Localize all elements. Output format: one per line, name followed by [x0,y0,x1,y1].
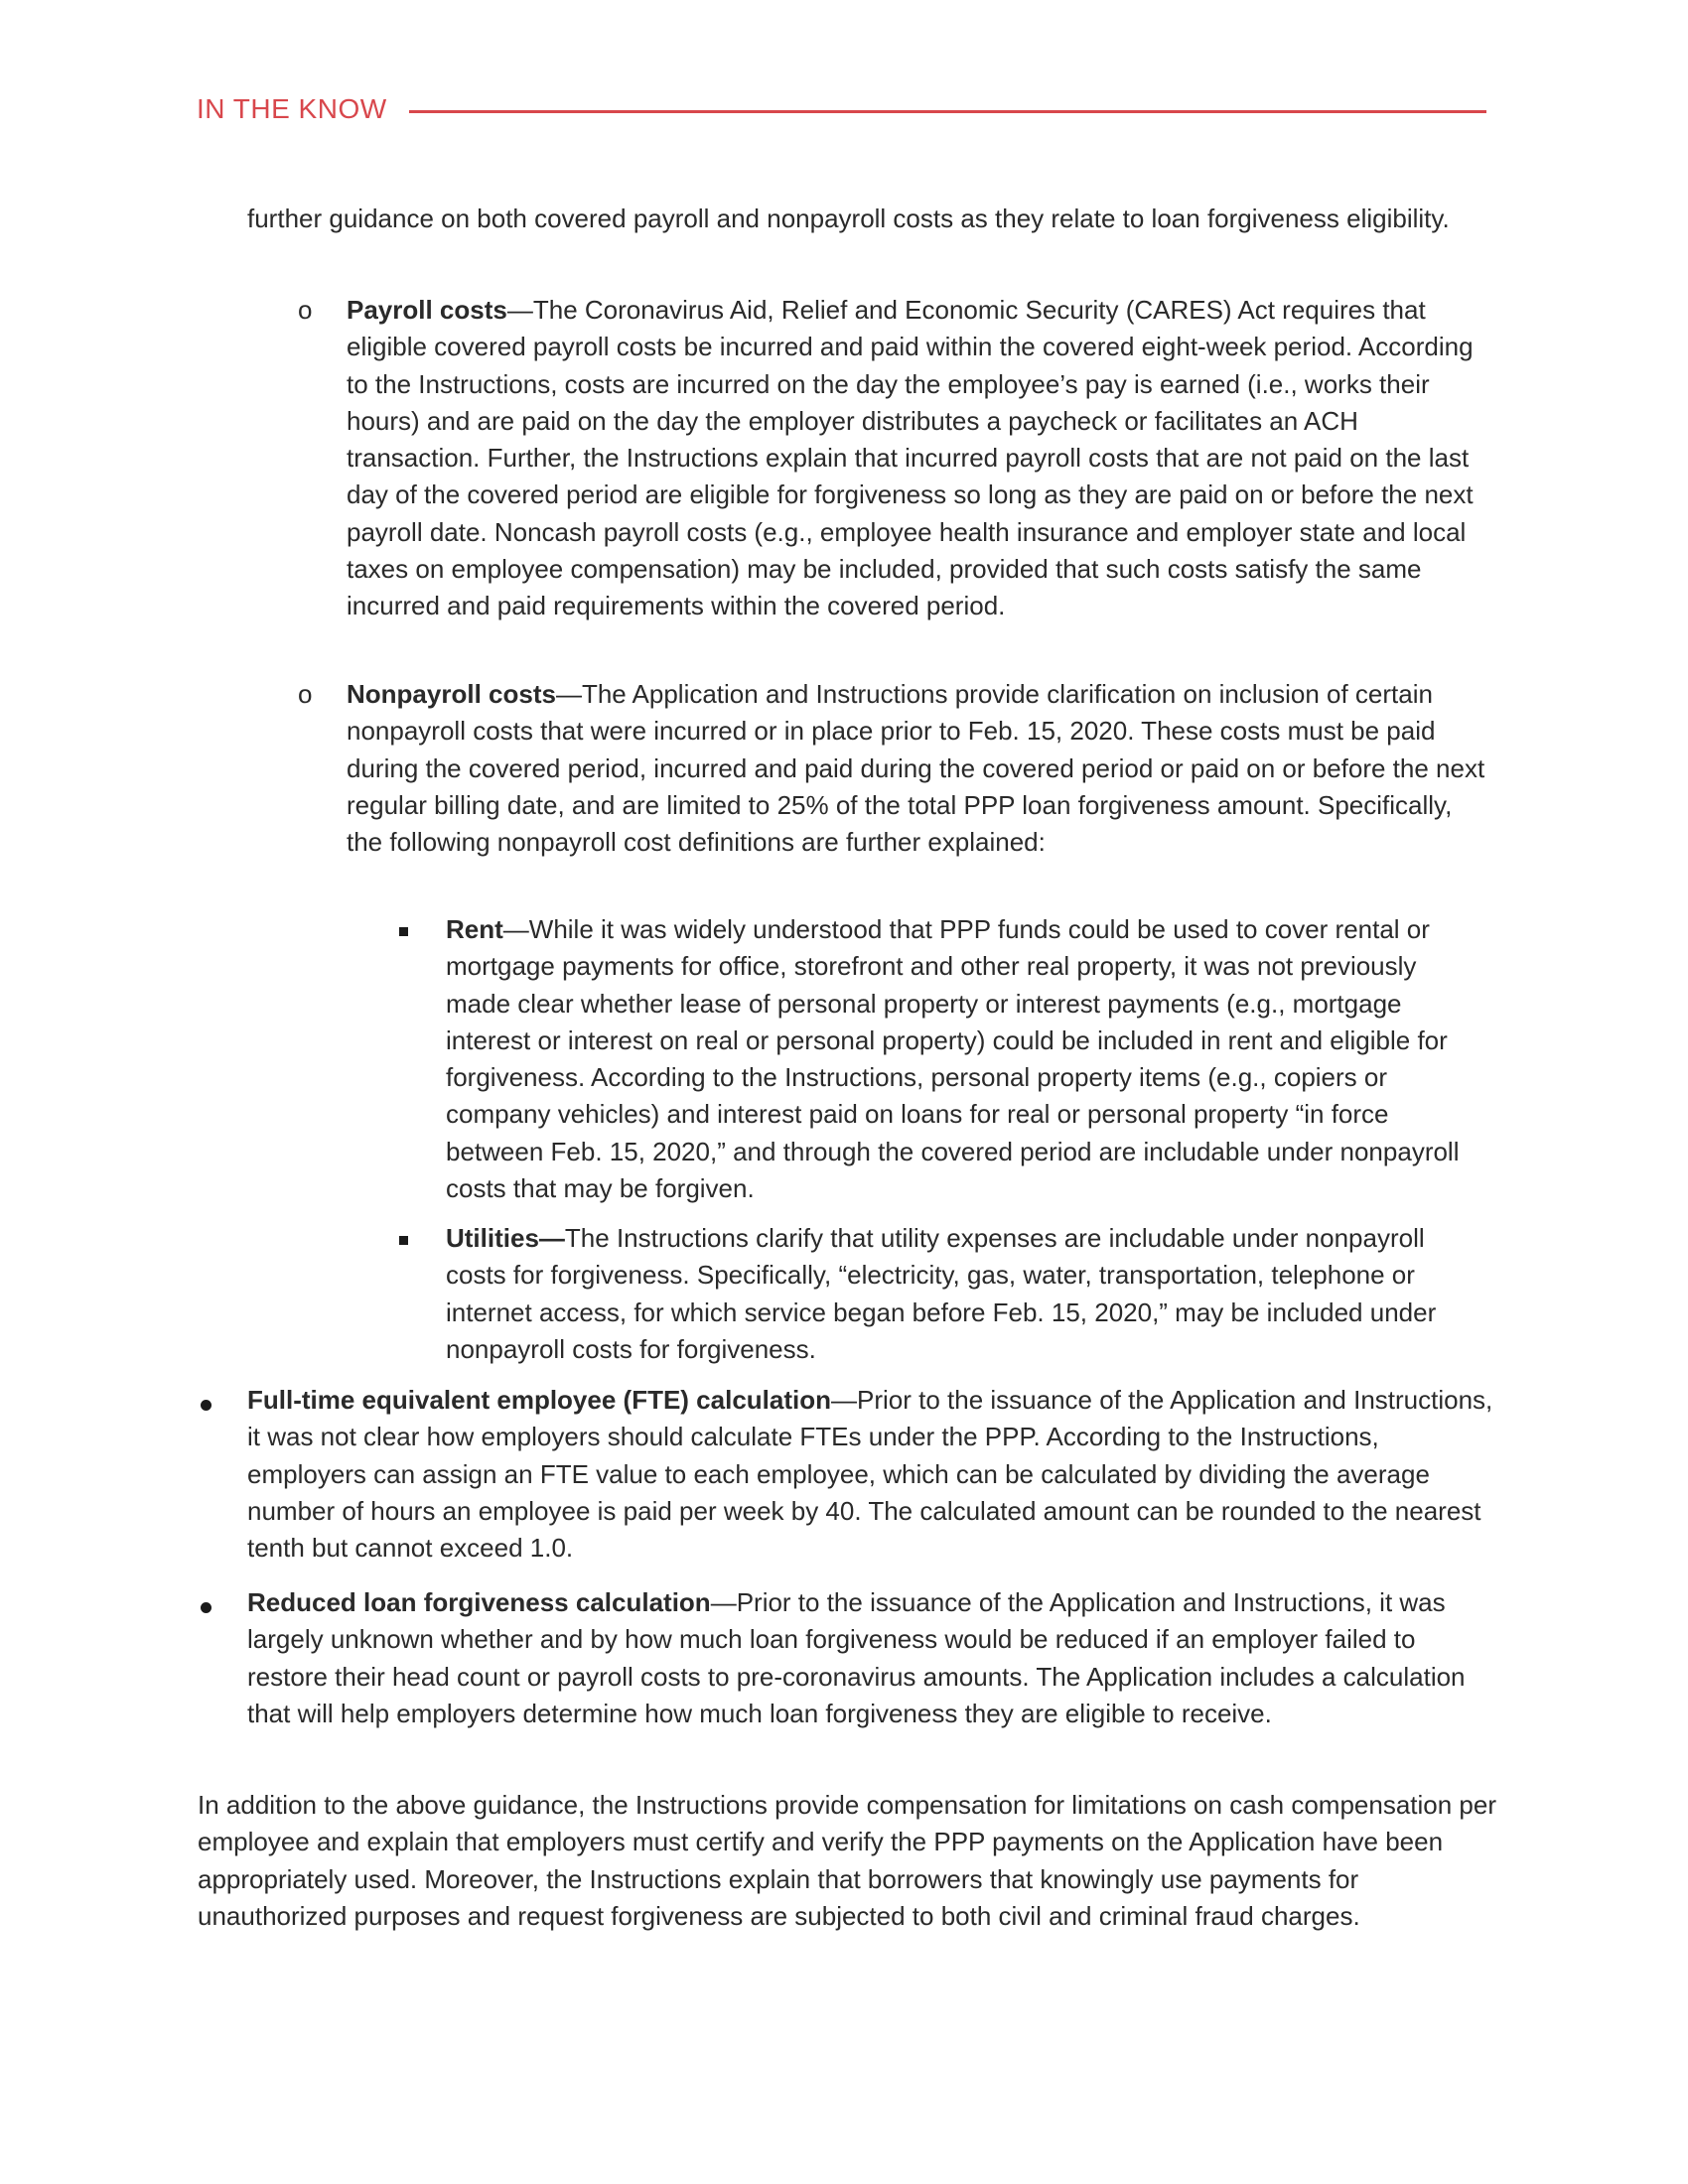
header-divider [409,110,1486,113]
sub-item-marker: o [298,679,313,709]
sub-sub-item-term: Rent [446,914,503,944]
sub-sub-item-utilities [446,1220,1469,1368]
bullet-term: Full-time equivalent employee (FTE) calculation [247,1385,831,1415]
sub-sub-item-paragraph [446,1220,1469,1368]
sub-item-paragraph [347,292,1488,625]
sub-item-text: —The Application and Instructions provide clarification on inclusion of certain nonpayroll costs that were incurred or in place prior to Feb. 15, 2020. These costs must be paid during the covered period, incurred and paid during the covered period or paid on or before the next regular billing date, and are limited to 25% of the total PPP loan forgiveness amount. Specifically, the following nonpayroll cost definitions are further explained: [347,679,1485,858]
bullet-dot-icon [201,1400,211,1411]
square-bullet-icon [399,1236,408,1245]
header-title: IN THE KNOW [197,93,387,124]
sub-item-term: Nonpayroll costs [347,679,556,709]
sub-item-marker: o [298,295,313,325]
sub-sub-item-text: The Instructions clarify that utility expenses are includable under nonpayroll costs for forgiveness. Specifically, “electricity, gas, water, transportation, telephone or internet access, for which service began before Feb. 15, 2020,” may be included under nonpayroll costs for forgiveness. [446,1223,1437,1364]
intro-paragraph [247,201,1498,237]
closing-paragraph [198,1787,1498,1935]
sub-sub-item-paragraph [446,911,1469,1207]
bullet-fte-calculation [247,1382,1498,1567]
sub-item-term: Payroll costs [347,295,507,325]
square-bullet-icon [399,927,408,936]
sub-item-payroll-costs [347,292,1488,625]
page-header [197,93,1487,133]
sub-sub-item-rent [446,911,1469,1207]
bullet-reduced-loan-forgiveness [247,1584,1498,1732]
bullet-paragraph [247,1584,1498,1732]
sub-sub-item-text: —While it was widely understood that PPP funds could be used to cover rental or mortgage payments for office, storefront and other real property, it was not previously made clear whether lease of personal property or interest payments (e.g., mortgage interest or interest on real or personal property) could be included in rent and eligible for forgiveness. According to the Instructions, personal property items (e.g., copiers or company vehicles) and interest paid on loans for real or personal property “in force between Feb. 15, 2020,” and through the covered period are includable under nonpayroll costs that may be forgiven. [446,914,1460,1204]
bullet-dot-icon [201,1602,211,1613]
bullet-term: Reduced loan forgiveness calculation [247,1587,711,1617]
closing-text: In addition to the above guidance, the Instructions provide compensation for limitations on cash compensation per employee and explain that employers must certify and verify the PPP payments on the Application have been appropriately used. Moreover, the Instructions explain that borrowers that knowingly use payments for unauthorized purposes and request forgiveness are subjected to both civil and criminal fraud charges. [198,1790,1497,1931]
sub-item-paragraph [347,676,1488,861]
bullet-text: —Prior to the issuance of the Application and Instructions, it was not clear how employers should calculate FTEs under the PPP. According to the Instructions, employers can assign an FTE value to each employee, which can be calculated by dividing the average number of hours an employee is paid per week by 40. The calculated amount can be rounded to the nearest tenth but cannot exceed 1.0. [247,1385,1493,1564]
sub-item-nonpayroll-costs [347,676,1488,861]
sub-sub-item-term: Utilities— [446,1223,565,1253]
sub-item-text: —The Coronavirus Aid, Relief and Economic Security (CARES) Act requires that eligible covered payroll costs be incurred and paid within the covered eight-week period. According to the Instructions, costs are incurred on the day the employee’s pay is earned (i.e., works their hours) and are paid on the day the employer distributes a paycheck or facilitates an ACH transaction. Further, the Instructions explain that incurred payroll costs that are not paid on the last day of the covered period are eligible for forgiveness so long as they are paid on or before the next payroll date. Noncash payroll costs (e.g., employee health insurance and employer state and local taxes on employee compensation) may be included, provided that such costs satisfy the same incurred and paid requirements within the covered period. [347,295,1474,621]
intro-text: further guidance on both covered payroll and nonpayroll costs as they relate to loan forgiveness eligibility. [247,204,1450,233]
bullet-paragraph [247,1382,1498,1567]
bullet-text: —Prior to the issuance of the Application and Instructions, it was largely unknown whether and by how much loan forgiveness would be reduced if an employer failed to restore their head count or payroll costs to pre-coronavirus amounts. The Application includes a calculation that will help employers determine how much loan forgiveness they are eligible to receive. [247,1587,1466,1728]
